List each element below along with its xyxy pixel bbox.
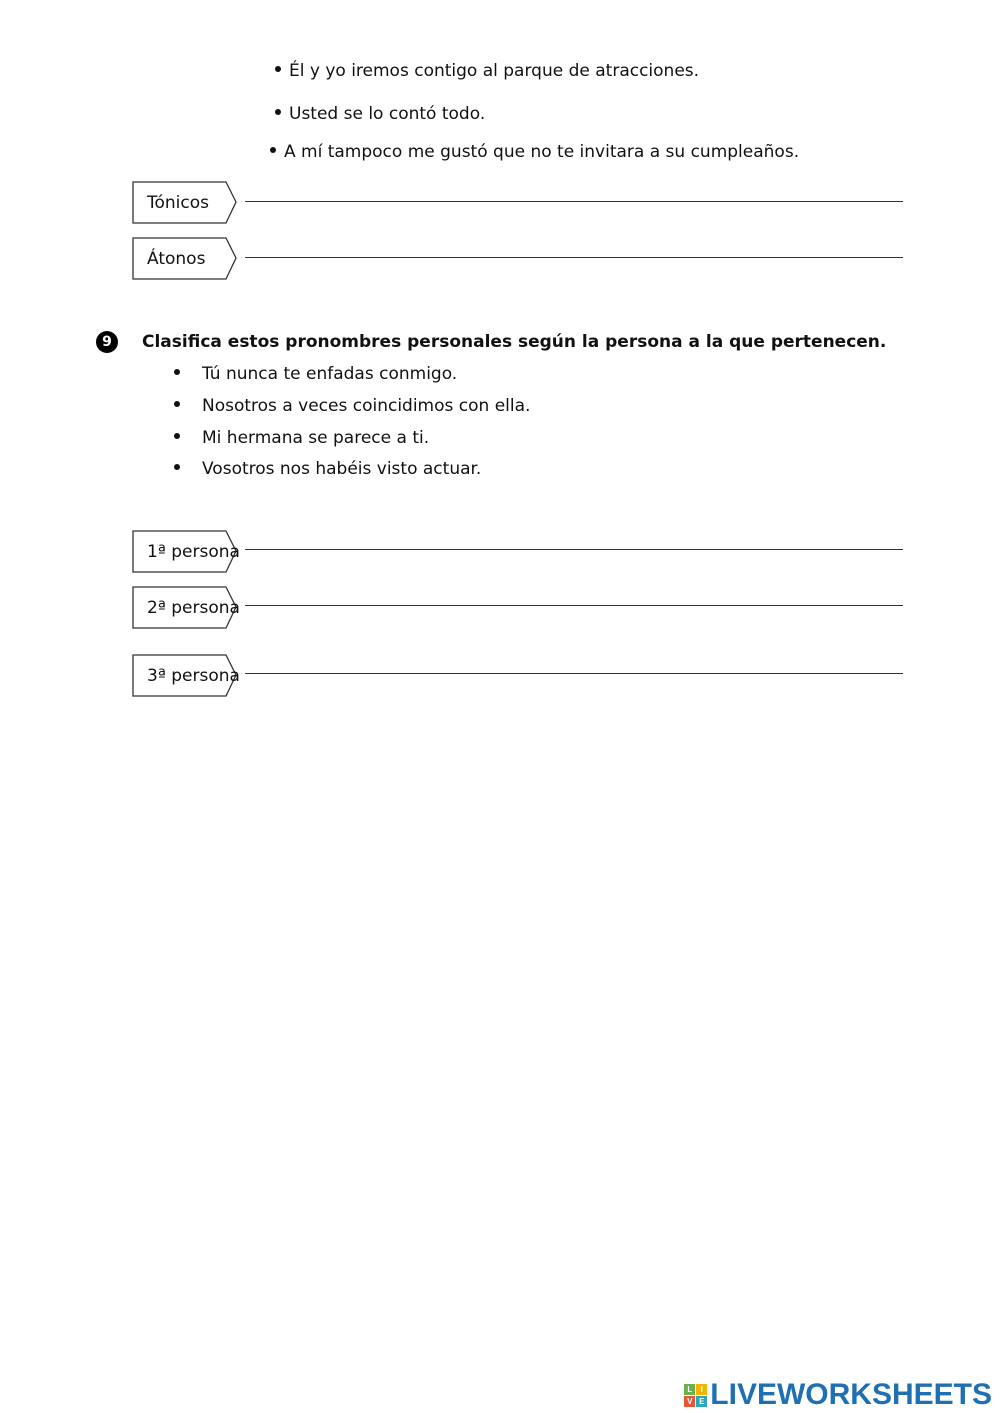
bullet-icon [275,109,281,115]
bullet-icon [174,433,180,439]
logo-grid-icon: L I V E [684,1384,707,1407]
list-item: Mi hermana se parece a ti. [174,428,429,448]
list-item: Vosotros nos habéis visto actuar. [174,459,481,479]
answer-line-atonos[interactable] [245,257,903,258]
list-item: Usted se lo contó todo. [275,104,485,124]
exercise-number-badge: 9 [96,331,118,353]
bullet-icon [174,369,180,375]
answer-line-primera-persona[interactable] [245,549,903,550]
answer-line-tonicos[interactable] [245,201,903,202]
list-item: A mí tampoco me gustó que no te invitara a su cumpleaños. [270,142,799,162]
exercise-title: Clasifica estos pronombres personales según la persona a la que pertenecen. [142,332,887,352]
answer-line-segunda-persona[interactable] [245,605,903,606]
bullet-icon [174,464,180,470]
bullet-icon [270,147,276,153]
brand-name: LIVEWORKSHEETS [710,1378,992,1411]
answer-line-tercera-persona[interactable] [245,673,903,674]
list-item: Tú nunca te enfadas conmigo. [174,364,457,384]
bullet-icon [174,401,180,407]
list-item: Nosotros a veces coincidimos con ella. [174,396,530,416]
liveworksheets-logo [684,1378,992,1412]
bullet-icon [275,66,281,72]
list-item: Él y yo iremos contigo al parque de atracciones. [275,61,699,81]
